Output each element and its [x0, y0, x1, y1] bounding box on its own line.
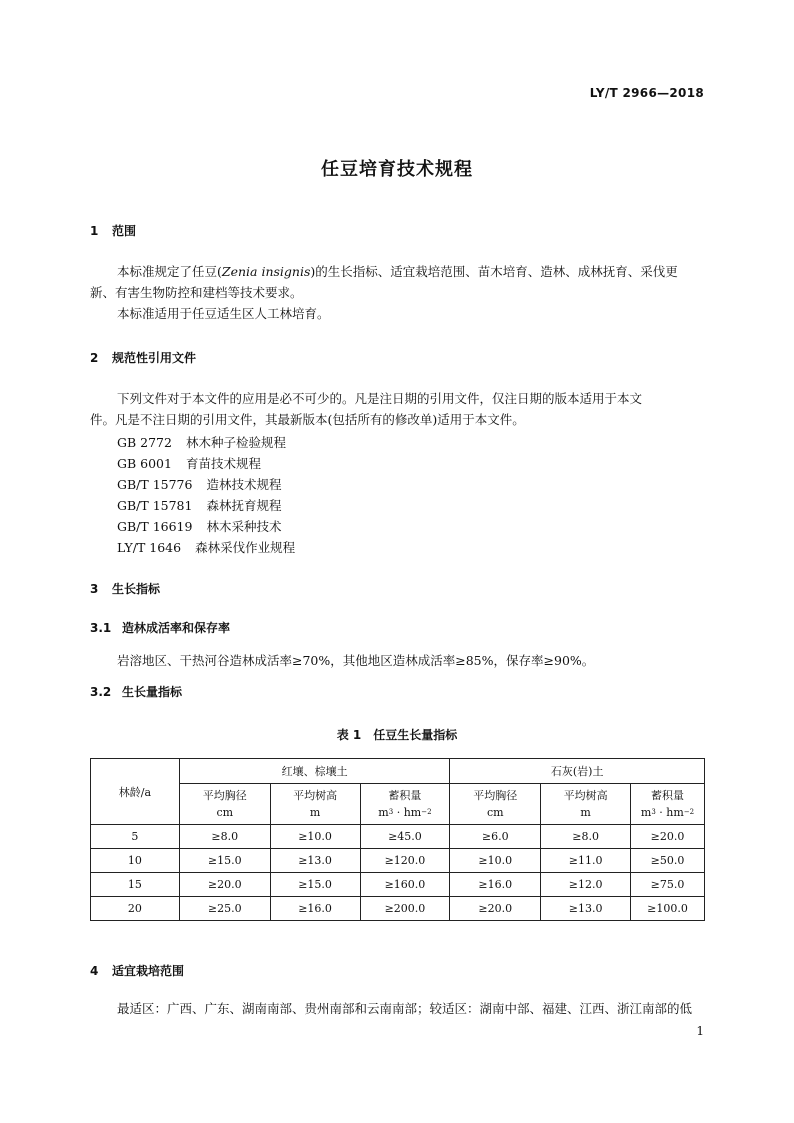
table-cell: ≥25.0: [179, 897, 270, 921]
section-title: 范围: [112, 224, 137, 238]
table-cell: ≥50.0: [631, 849, 705, 873]
col-header-dbh: [450, 784, 541, 825]
reference-code: LY/T 1646: [117, 540, 182, 555]
col-header-volume: [631, 784, 705, 825]
header-unit: $m^3 \cdot hm^{-2}$: [640, 806, 695, 819]
reference-title: 林木种子检验规程: [185, 435, 286, 450]
table-cell: ≥8.0: [179, 825, 270, 849]
reference-item: [117, 517, 281, 535]
reference-title: 育苗技术规程: [185, 456, 261, 471]
table-cell: ≥45.0: [360, 825, 450, 849]
table-cell: ≥15.0: [270, 873, 360, 897]
header-unit: cm: [216, 806, 234, 819]
section-title: 造林成活率和保存率: [122, 621, 231, 635]
text: 岩溶地区、干热河谷造林成活率≥70%，其他地区造林成活率≥85%，保存率≥90%。: [117, 653, 595, 668]
header-unit: $m^3 \cdot hm^{-2}$: [378, 806, 432, 819]
reference-code: GB 6001: [117, 456, 172, 471]
section-number: 4: [90, 964, 99, 978]
page-number: 1: [696, 1024, 704, 1038]
section-number: 3: [90, 582, 99, 596]
section-number: 1: [90, 224, 99, 238]
section-3-1-paragraph: [90, 650, 704, 671]
reference-code: GB 2772: [117, 435, 172, 450]
table-cell: ≥6.0: [450, 825, 541, 849]
table-cell: ≥20.0: [450, 897, 541, 921]
table-caption: 表 1 任豆生长量指标: [336, 728, 458, 742]
section-title: 适宜栽培范围: [112, 964, 185, 978]
section-1-paragraph-2: [90, 303, 704, 324]
table-cell: ≥100.0: [631, 897, 705, 921]
page-title: 任豆培育技术规程: [321, 159, 473, 180]
table-cell: ≥10.0: [270, 825, 360, 849]
growth-index-table: [90, 758, 705, 921]
header-unit: cm: [486, 806, 504, 819]
text: 本标准适用于任豆适生区人工林培育。: [117, 306, 330, 321]
section-3-2-heading: [90, 683, 182, 700]
table-row: [91, 873, 705, 897]
col-header-height: [270, 784, 360, 825]
col-header-volume: [360, 784, 450, 825]
table-cell: 15: [91, 873, 180, 897]
reference-item: [117, 433, 286, 451]
table-cell: ≥20.0: [179, 873, 270, 897]
table-cell: ≥200.0: [360, 897, 450, 921]
text: 最适区：广西、广东、湖南南部、贵州南部和云南南部；较适区：湖南中部、福建、江西、浙江南部的低: [117, 1001, 693, 1016]
text: 下列文件对于本文件的应用是必不可少的。凡是注日期的引用文件，仅注日期的版本适用于本文: [117, 391, 643, 406]
table-cell: ≥10.0: [450, 849, 541, 873]
reference-title: 森林采伐作业规程: [195, 540, 296, 555]
table-row: [91, 825, 705, 849]
table-row: [91, 897, 705, 921]
section-1-heading: [90, 222, 136, 239]
section-3-1-heading: [90, 619, 230, 636]
header-label: 蓄积量: [388, 789, 422, 802]
section-number: 3.1: [90, 621, 112, 635]
header-unit: m: [309, 806, 321, 819]
table-cell: ≥16.0: [270, 897, 360, 921]
reference-item: [117, 538, 295, 556]
table-cell: ≥11.0: [541, 849, 631, 873]
reference-title: 林木采种技术: [206, 519, 282, 534]
age-header: 林龄/a: [91, 759, 180, 825]
reference-title: 森林抚育规程: [206, 498, 282, 513]
table-cell: ≥15.0: [179, 849, 270, 873]
reference-code: GB/T 16619: [117, 519, 193, 534]
section-title: 规范性引用文件: [112, 351, 197, 365]
table-cell: 20: [91, 897, 180, 921]
table-cell: ≥16.0: [450, 873, 541, 897]
col-header-height: [541, 784, 631, 825]
table-cell: ≥20.0: [631, 825, 705, 849]
table-row: [91, 849, 705, 873]
reference-code: GB/T 15776: [117, 477, 193, 492]
header-label: 平均树高: [293, 789, 338, 802]
section-4-heading: [90, 962, 184, 979]
reference-item: [117, 454, 261, 472]
group-header-red-soil: 红壤、棕壤土: [179, 759, 450, 784]
section-1-paragraph-1: [90, 261, 704, 303]
table-cell: ≥120.0: [360, 849, 450, 873]
text: 件。凡是不注日期的引用文件，其最新版本(包括所有的修改单)适用于本文件。: [90, 412, 525, 427]
header-label: 平均树高: [563, 789, 608, 802]
section-2-heading: [90, 349, 196, 366]
col-header-dbh: [179, 784, 270, 825]
section-title: 生长量指标: [122, 685, 183, 699]
document-code: LY/T 2966—2018: [589, 86, 704, 100]
reference-item: [117, 475, 281, 493]
reference-title: 造林技术规程: [206, 477, 282, 492]
table-cell: 10: [91, 849, 180, 873]
header-label: 平均胸径: [473, 789, 518, 802]
header-label: 平均胸径: [202, 789, 247, 802]
reference-item: [117, 496, 281, 514]
section-2-paragraph-1: [90, 388, 704, 430]
table-cell: ≥13.0: [541, 897, 631, 921]
header-label: 蓄积量: [651, 789, 685, 802]
table-cell: ≥12.0: [541, 873, 631, 897]
section-4-paragraph: [90, 998, 704, 1019]
text: 本标准规定了任豆(: [117, 264, 222, 279]
table-cell: ≥8.0: [541, 825, 631, 849]
section-3-heading: [90, 580, 160, 597]
header-unit: m: [580, 806, 591, 819]
section-title: 生长指标: [112, 582, 161, 596]
section-number: 2: [90, 351, 99, 365]
text: )的生长指标、适宜栽培范围、苗木培育、造林、成林抚育、采伐更: [310, 264, 678, 279]
group-header-limestone-soil: 石灰(岩)土: [450, 759, 705, 784]
table-cell: 5: [91, 825, 180, 849]
table-cell: ≥160.0: [360, 873, 450, 897]
table-cell: ≥13.0: [270, 849, 360, 873]
section-number: 3.2: [90, 685, 112, 699]
text: 新、有害生物防控和建档等技术要求。: [90, 285, 303, 300]
latin-name: Zenia insignis: [221, 264, 311, 279]
reference-code: GB/T 15781: [117, 498, 193, 513]
table-cell: ≥75.0: [631, 873, 705, 897]
